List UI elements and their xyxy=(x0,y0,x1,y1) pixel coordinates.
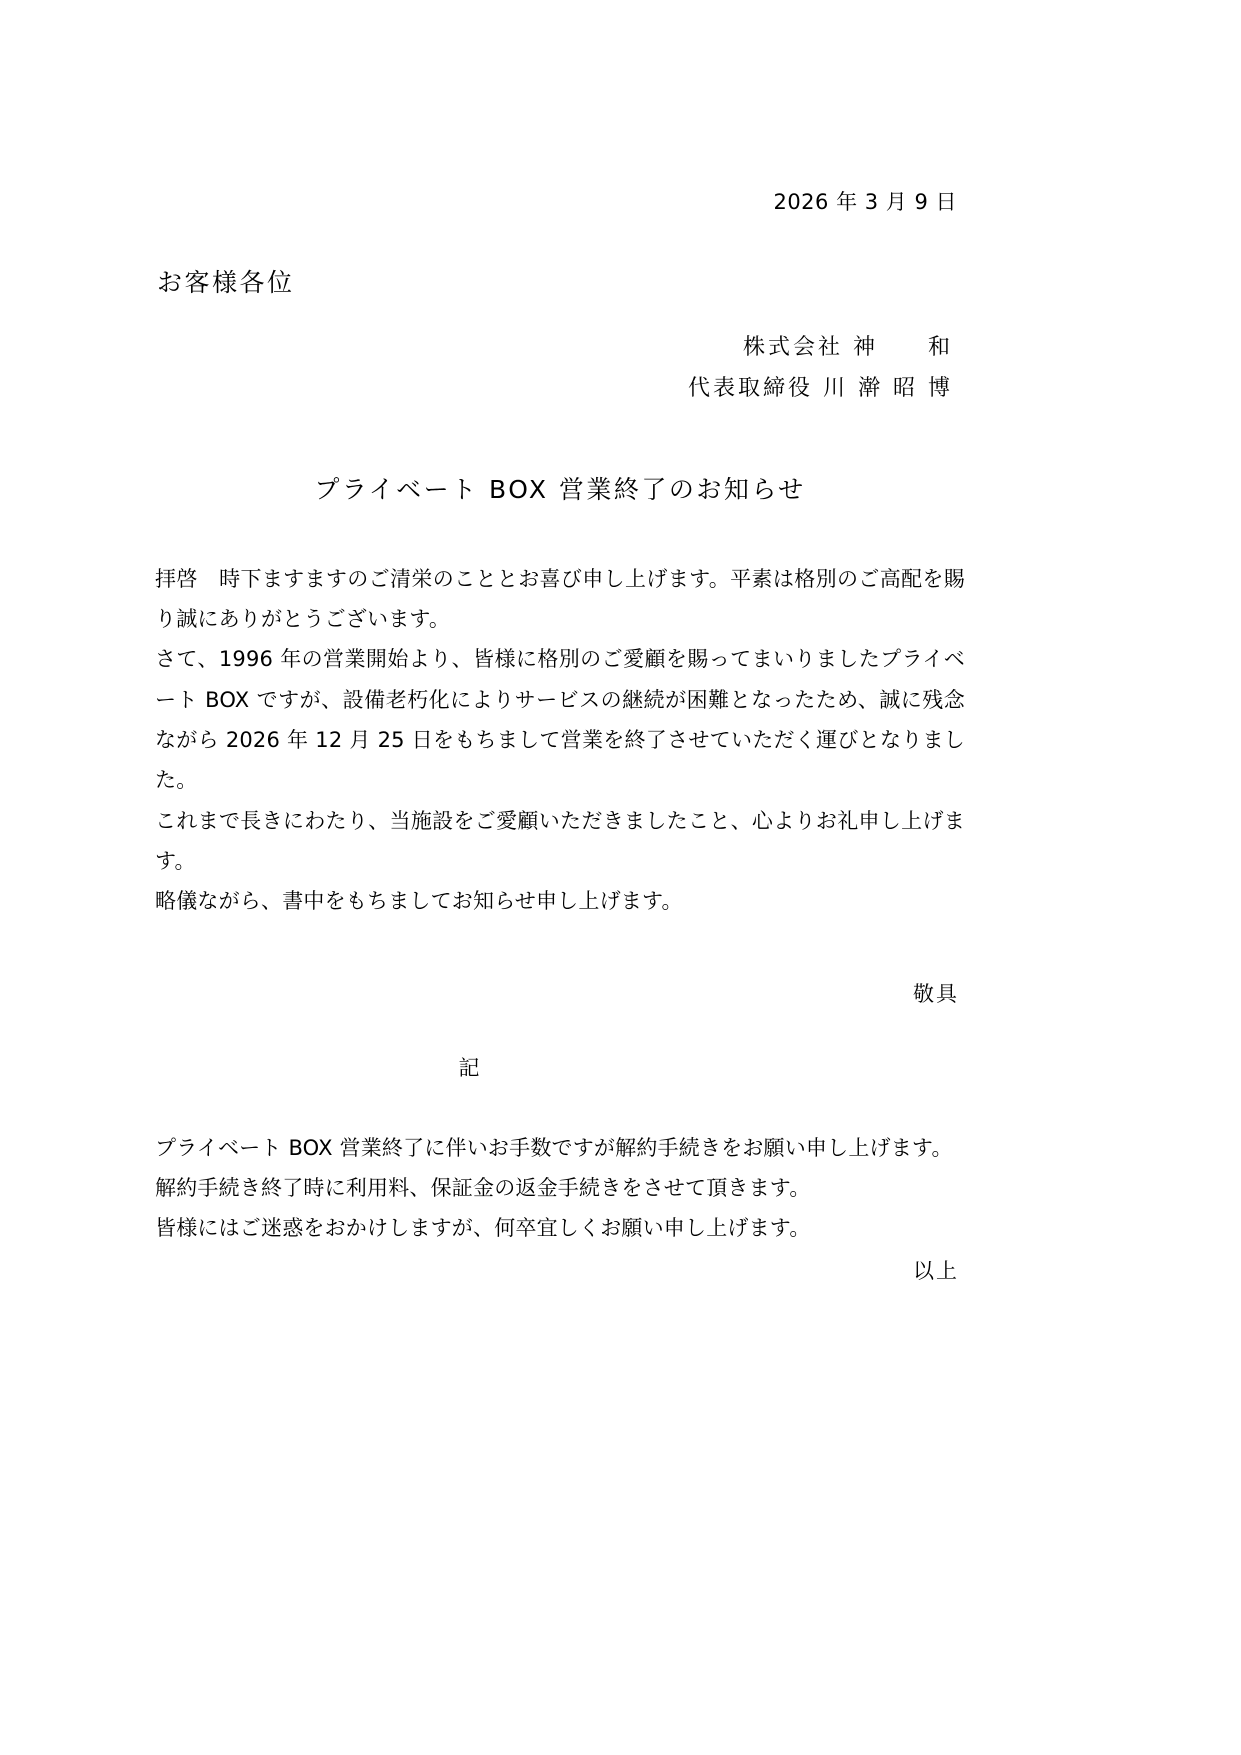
items-list xyxy=(155,1128,965,1249)
sender-block xyxy=(155,328,965,409)
body-paragraph-4: 略儀ながら、書中をもちましてお知らせ申し上げます。 xyxy=(155,889,683,914)
document-date: 2026 年 3 月 9 日 xyxy=(773,190,957,214)
document-title: プライベート BOX 営業終了のお知らせ xyxy=(314,474,806,504)
list-item: 皆様にはご迷惑をおかけしますが、何卒宜しくお願い申し上げます。 xyxy=(155,1216,811,1241)
ki-marker: 記 xyxy=(458,1055,482,1080)
addressee: お客様各位 xyxy=(157,268,295,298)
end-marker: 以上 xyxy=(913,1258,959,1283)
list-item: 解約手続き終了時に利用料、保証金の返金手続きをさせて頂きます。 xyxy=(155,1175,811,1200)
sender-representative: 代表取締役 川 澣 昭 博 xyxy=(688,376,953,402)
sender-company: 株式会社 神 和 xyxy=(743,335,953,361)
body-paragraph-1: 拝啓 時下ますますのご清栄のこととお喜び申し上げます。平素は格別のご高配を賜り誠にありがとうございます。 xyxy=(155,566,965,632)
body-paragraph-2: さて、1996 年の営業開始より、皆様に格別のご愛顧を賜ってまいりましたプライベート BOX ですが、設備老朽化によりサービスの継続が困難となったため、誠に残念ながら 2026 年 12 月 25 日をもちまして営業を終了させていただく運びとなりました。 xyxy=(155,647,965,793)
list-item: プライベート BOX 営業終了に伴いお手数ですが解約手続きをお願い申し上げます。 xyxy=(155,1135,953,1160)
document-sheet xyxy=(155,0,965,1285)
document-body xyxy=(155,559,965,922)
body-paragraph-3: これまで長きにわたり、当施設をご愛顧いただきましたこと、心よりお礼申し上げます。 xyxy=(155,808,965,873)
closing-salutation: 敬具 xyxy=(913,981,959,1006)
